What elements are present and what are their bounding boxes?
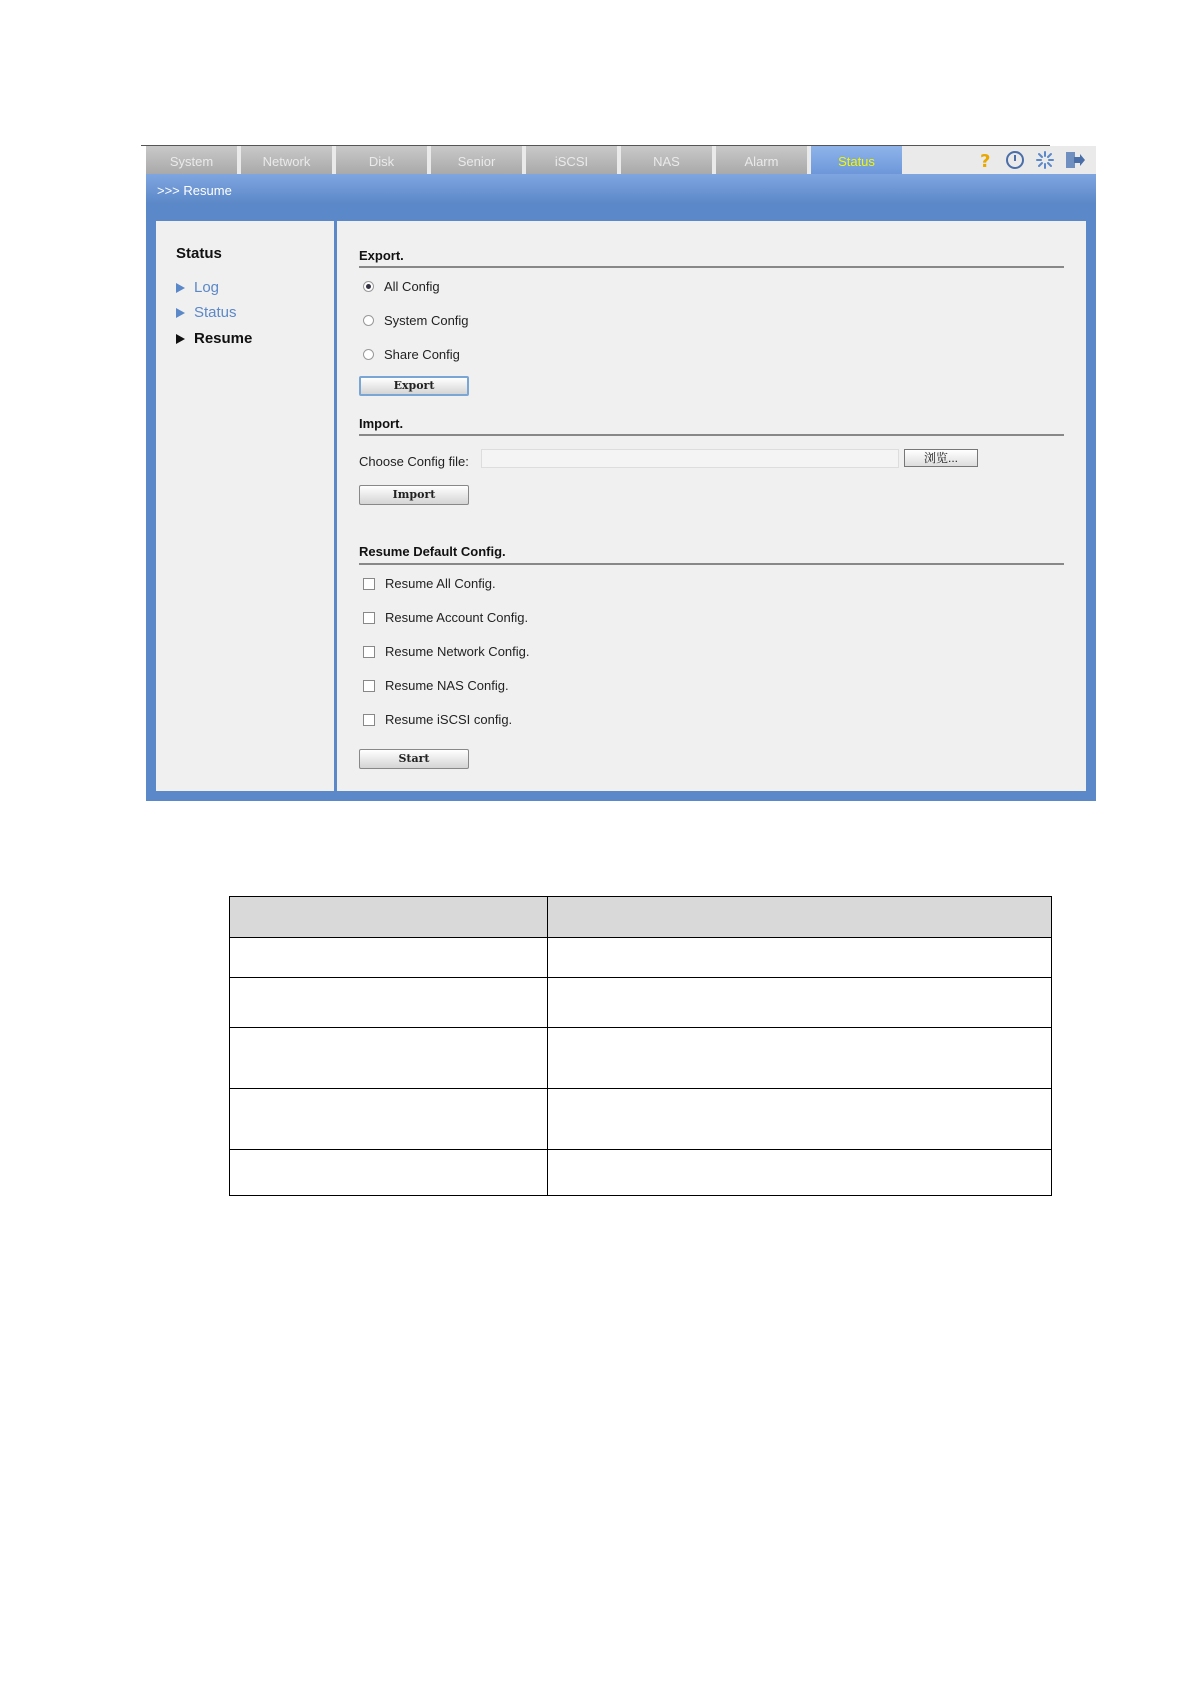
help-icon[interactable] <box>974 149 996 171</box>
table-row <box>230 1150 1052 1196</box>
radio-label: System Config <box>384 313 469 328</box>
sidebar-title: Status <box>176 245 222 262</box>
power-icon[interactable] <box>1004 149 1026 171</box>
tab-iscsi[interactable]: iSCSI <box>526 146 618 174</box>
export-rule <box>359 266 1064 268</box>
sidebar-item-log[interactable] <box>176 279 219 296</box>
table-cell <box>547 938 1051 978</box>
main-content <box>359 221 1064 791</box>
description-table <box>229 896 1052 1196</box>
arrow-icon <box>176 283 185 293</box>
radio-share-config[interactable] <box>363 347 460 362</box>
tab-system[interactable]: System <box>146 146 238 174</box>
table-cell <box>230 1028 548 1089</box>
sidebar-item-label: Log <box>194 279 220 296</box>
tab-network[interactable]: Network <box>241 146 333 174</box>
svg-text:?: ? <box>980 151 991 170</box>
tab-status[interactable]: Status <box>811 146 903 174</box>
checkbox[interactable] <box>363 646 375 658</box>
check-resume-network[interactable] <box>363 644 530 659</box>
checkbox[interactable] <box>363 612 375 624</box>
start-button[interactable]: Start <box>359 749 469 769</box>
import-title: Import. <box>359 416 404 431</box>
table-row <box>230 938 1052 978</box>
table-cell <box>230 897 548 938</box>
table-cell <box>547 1150 1051 1196</box>
check-resume-iscsi[interactable] <box>363 712 512 727</box>
file-path-input[interactable] <box>481 449 899 468</box>
resume-rule <box>359 563 1064 565</box>
sidebar-item-resume[interactable] <box>176 330 252 347</box>
tab-senior[interactable]: Senior <box>431 146 523 174</box>
table-cell <box>547 978 1051 1028</box>
import-button[interactable]: Import <box>359 485 469 505</box>
export-title: Export. <box>359 248 404 263</box>
sidebar-item-label: Resume <box>194 330 253 347</box>
sidebar-item-status[interactable] <box>176 304 237 321</box>
arrow-icon <box>176 334 185 344</box>
breadcrumb: >>> Resume <box>146 174 1096 204</box>
tab-disk[interactable]: Disk <box>336 146 428 174</box>
table-header-row <box>230 897 1052 938</box>
radio-button[interactable] <box>363 349 374 360</box>
radio-button[interactable] <box>363 315 374 326</box>
radio-system-config[interactable] <box>363 313 469 328</box>
file-label: Choose Config file: <box>359 454 469 469</box>
checkbox[interactable] <box>363 680 375 692</box>
table-cell <box>547 1028 1051 1089</box>
sidebar <box>156 221 337 791</box>
sidebar-item-label: Status <box>194 304 237 321</box>
checkbox[interactable] <box>363 714 375 726</box>
spinner-icon[interactable] <box>1034 149 1056 171</box>
checkbox-label: Resume Account Config. <box>385 610 529 625</box>
export-button[interactable]: Export <box>359 376 469 396</box>
table-cell <box>230 1150 548 1196</box>
table-row <box>230 1089 1052 1150</box>
browse-button[interactable]: 浏览... <box>904 449 978 467</box>
check-resume-all[interactable] <box>363 576 496 591</box>
table-row <box>230 978 1052 1028</box>
radio-button[interactable] <box>363 281 374 292</box>
import-rule <box>359 434 1064 436</box>
check-resume-account[interactable] <box>363 610 528 625</box>
table-cell <box>547 1089 1051 1150</box>
radio-label: Share Config <box>384 347 460 362</box>
tab-alarm[interactable]: Alarm <box>716 146 808 174</box>
table-cell <box>230 978 548 1028</box>
check-resume-nas[interactable] <box>363 678 509 693</box>
table-cell <box>547 897 1051 938</box>
radio-label: All Config <box>384 279 440 294</box>
radio-all-config[interactable] <box>363 279 440 294</box>
checkbox-label: Resume NAS Config. <box>385 678 509 693</box>
table-cell <box>230 1089 548 1150</box>
resume-title: Resume Default Config. <box>359 544 506 559</box>
table-row <box>230 1028 1052 1089</box>
checkbox-label: Resume All Config. <box>385 576 496 591</box>
content-panel <box>156 221 1086 791</box>
checkbox[interactable] <box>363 578 375 590</box>
tab-bar <box>146 146 1096 174</box>
toolbar-icons <box>974 149 1086 171</box>
logout-icon[interactable] <box>1064 149 1086 171</box>
app-window <box>146 146 1096 801</box>
table-cell <box>230 938 548 978</box>
checkbox-label: Resume Network Config. <box>385 644 530 659</box>
tab-nas[interactable]: NAS <box>621 146 713 174</box>
arrow-icon <box>176 308 185 318</box>
checkbox-label: Resume iSCSI config. <box>385 712 513 727</box>
